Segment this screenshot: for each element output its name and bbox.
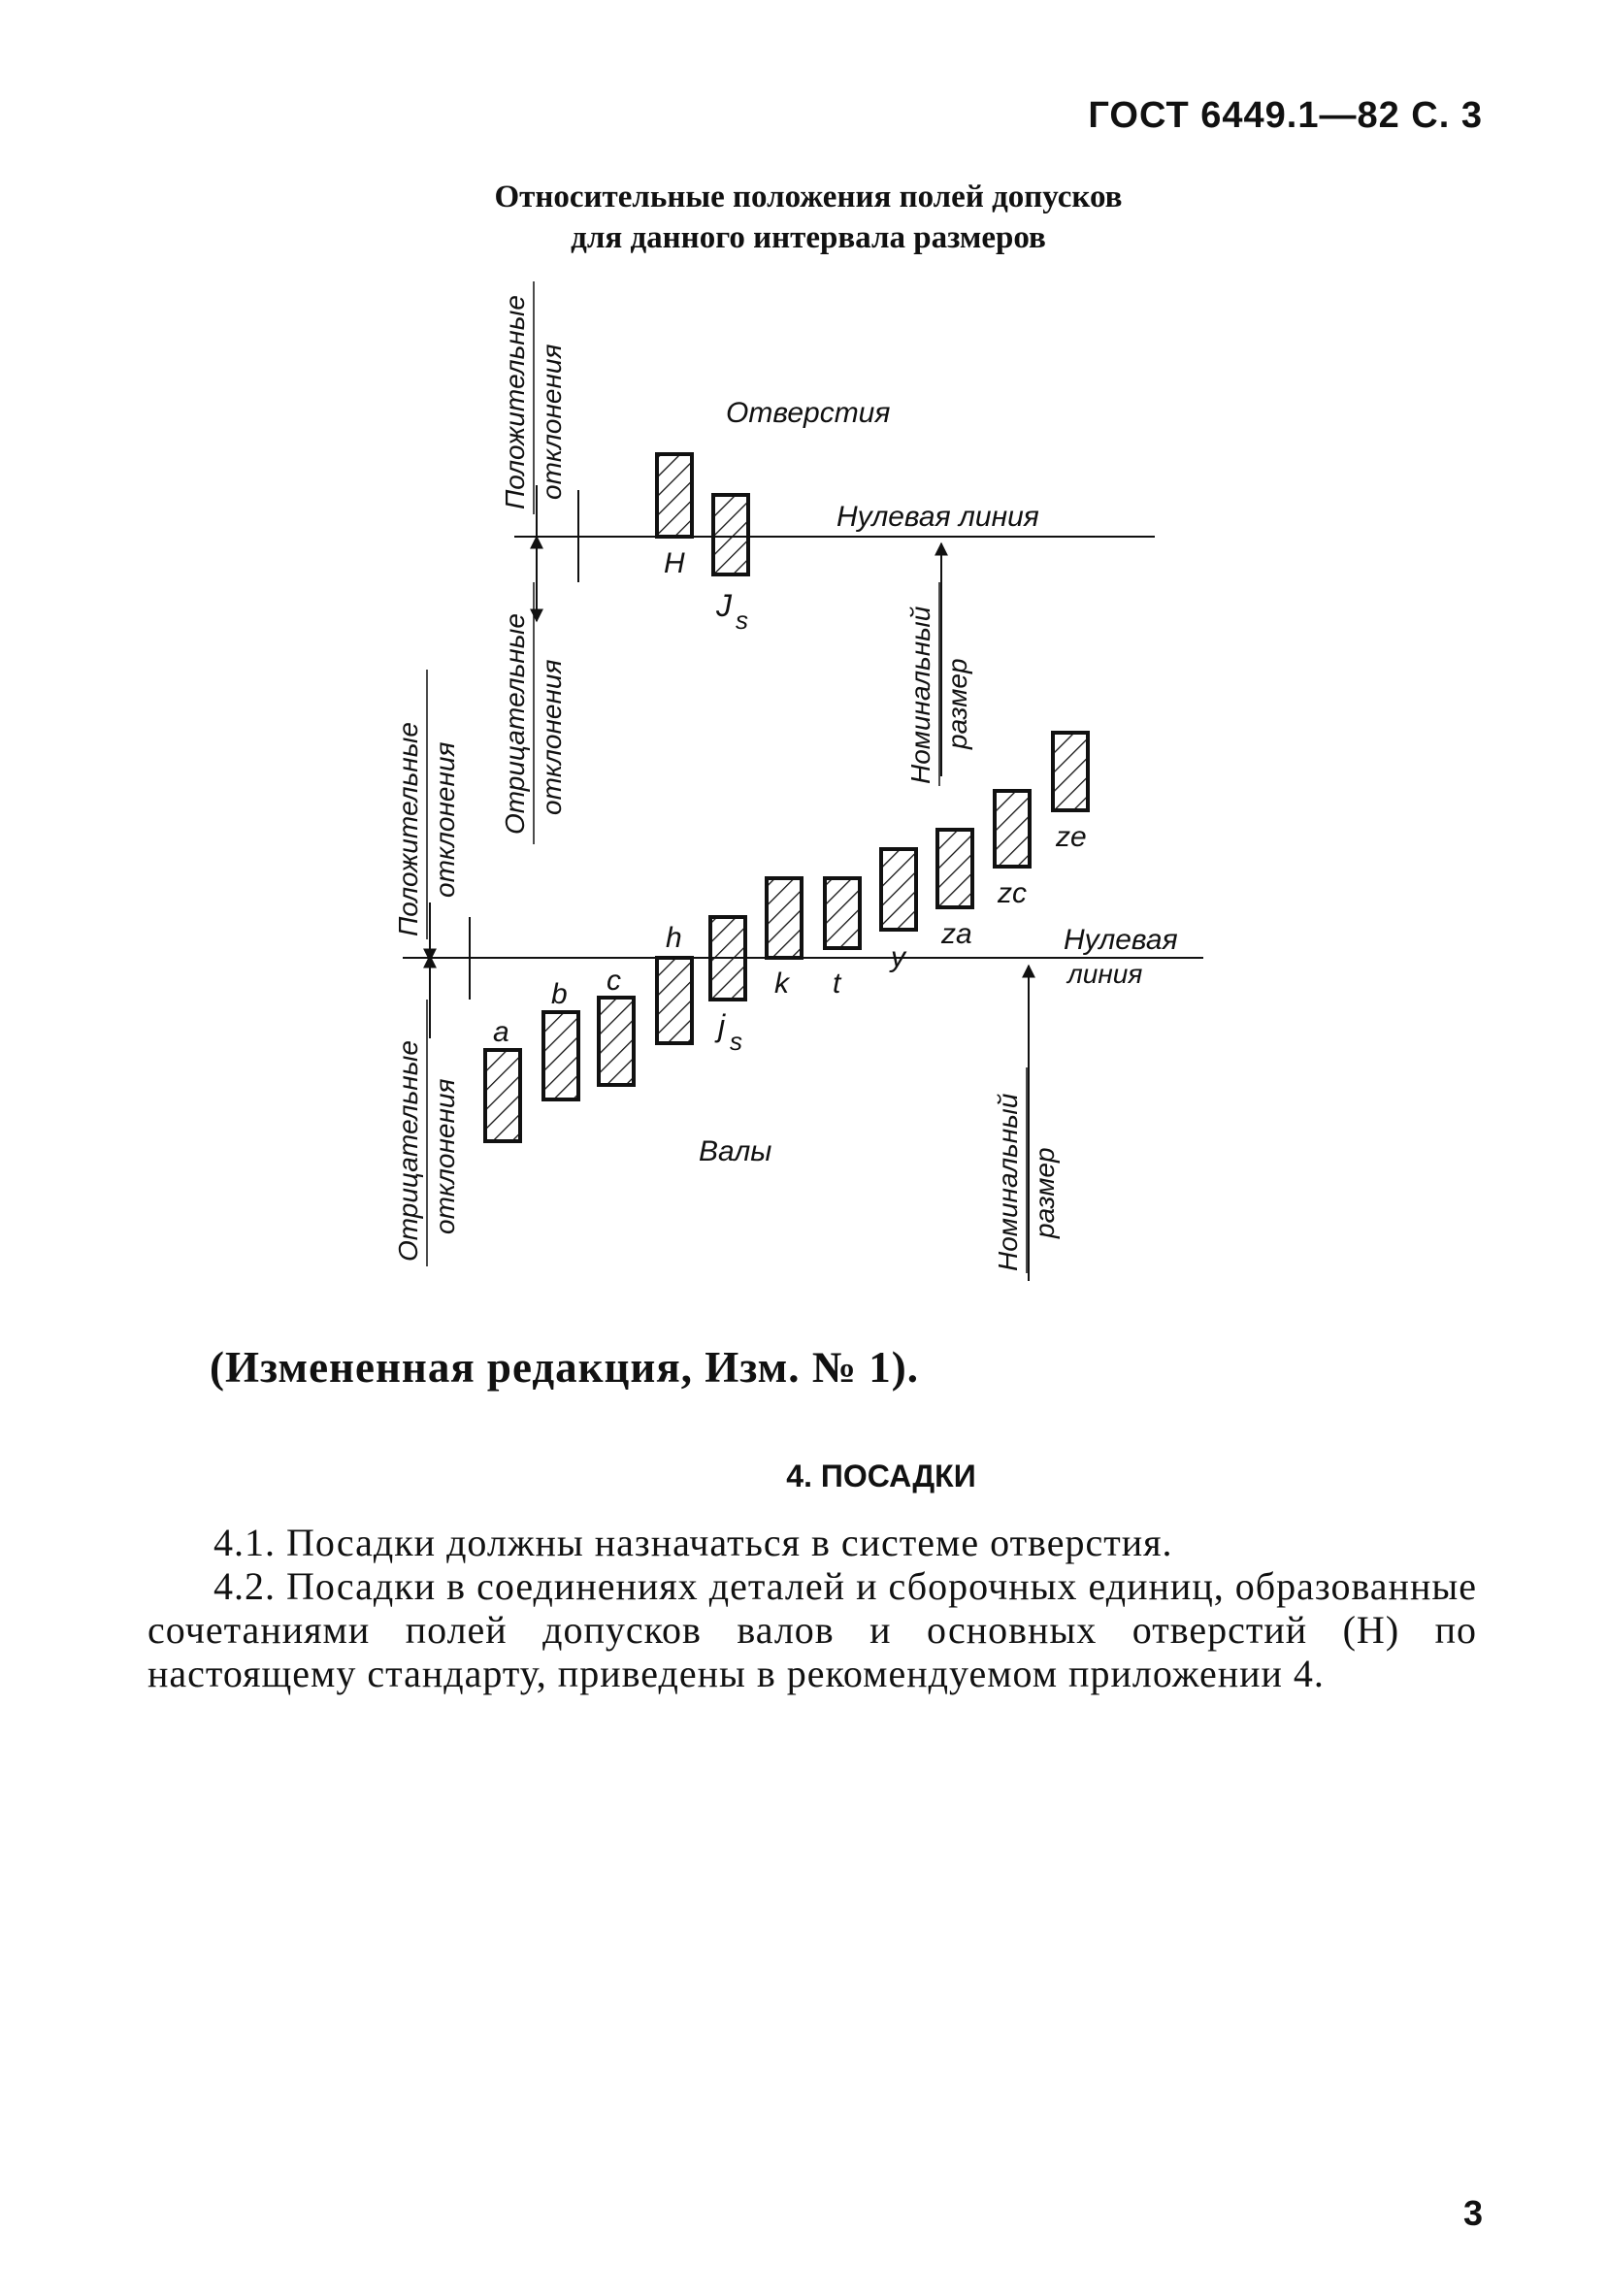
- field-y: [881, 849, 916, 930]
- label-Js: J: [716, 588, 732, 623]
- field-zc: [995, 791, 1030, 867]
- paragraph-4-1: 4.1. Посадки должны назначаться в системе отверстия.: [213, 1521, 1173, 1564]
- negative-dev-bottom-2: отклонения: [430, 1078, 460, 1234]
- field-za: [937, 830, 972, 907]
- label-zc: zc: [998, 877, 1027, 909]
- field-js: [710, 917, 745, 1000]
- label-y: y: [891, 941, 905, 973]
- label-Js-sub: s: [736, 606, 748, 635]
- label-ze: ze: [1056, 821, 1087, 853]
- label-js-sub: s: [730, 1027, 742, 1056]
- label-t: t: [833, 968, 841, 1000]
- label-c: c: [607, 965, 621, 997]
- section-heading: [0, 1459, 1607, 1494]
- label-H: H: [664, 547, 685, 579]
- nominal-size-bottom-1: Номинальный: [993, 1093, 1023, 1271]
- label-js: j: [718, 1008, 726, 1043]
- field-H: [657, 454, 692, 537]
- field-h: [657, 958, 692, 1043]
- nominal-size-top-2: размер: [942, 658, 972, 749]
- figure-title-line-2: для данного интервала размеров: [571, 220, 1046, 255]
- shafts-label: Валы: [699, 1135, 772, 1167]
- edition-note: (Измененная редакция, Изм. № 1).: [210, 1343, 920, 1392]
- label-h: h: [666, 922, 682, 954]
- page-header: ГОСТ 6449.1—82 С. 3: [1088, 95, 1483, 136]
- paragraph-4-2: 4.2. Посадки в соединениях деталей и сборочных единиц, образованные сочетаниями полей допусков валов и основных отверстий (H) по настоящему стандарту, приведены в рекомендуемом приложении 4.: [148, 1564, 1477, 1695]
- field-k: [767, 878, 802, 958]
- zero-line-bottom-label-2: линия: [1067, 959, 1143, 989]
- section-heading-text: 4. ПОСАДКИ: [786, 1459, 976, 1493]
- section-body: [148, 1521, 1477, 1695]
- label-k: k: [774, 968, 789, 1000]
- label-za: za: [941, 918, 972, 950]
- positive-dev-top-1: Положительные: [500, 295, 530, 509]
- field-b: [543, 1012, 578, 1099]
- field-t: [825, 878, 860, 948]
- zero-line-top-label: Нулевая линия: [836, 501, 1039, 533]
- field-Js: [713, 495, 748, 574]
- negative-dev-top-1: Отрицательные: [500, 613, 530, 835]
- nominal-size-top-1: Номинальный: [905, 606, 935, 784]
- positive-dev-bottom-1: Положительные: [393, 722, 423, 936]
- label-b: b: [551, 978, 568, 1010]
- field-c: [599, 998, 634, 1085]
- figure-title-line-1: Относительные положения полей допусков: [494, 180, 1123, 214]
- label-a: a: [493, 1016, 509, 1048]
- field-a: [485, 1050, 520, 1141]
- positive-dev-bottom-2: отклонения: [430, 741, 460, 898]
- field-ze: [1053, 733, 1088, 810]
- negative-dev-bottom-1: Отрицательныe: [393, 1040, 423, 1262]
- nominal-size-bottom-2: размер: [1030, 1147, 1060, 1238]
- negative-dev-top-2: отклонения: [537, 659, 567, 815]
- zero-line-bottom-label-1: Нулевая: [1064, 924, 1178, 956]
- holes-label: Отверстия: [726, 397, 891, 429]
- positive-dev-top-2: отклонения: [537, 344, 567, 500]
- page-number: 3: [1462, 2193, 1483, 2233]
